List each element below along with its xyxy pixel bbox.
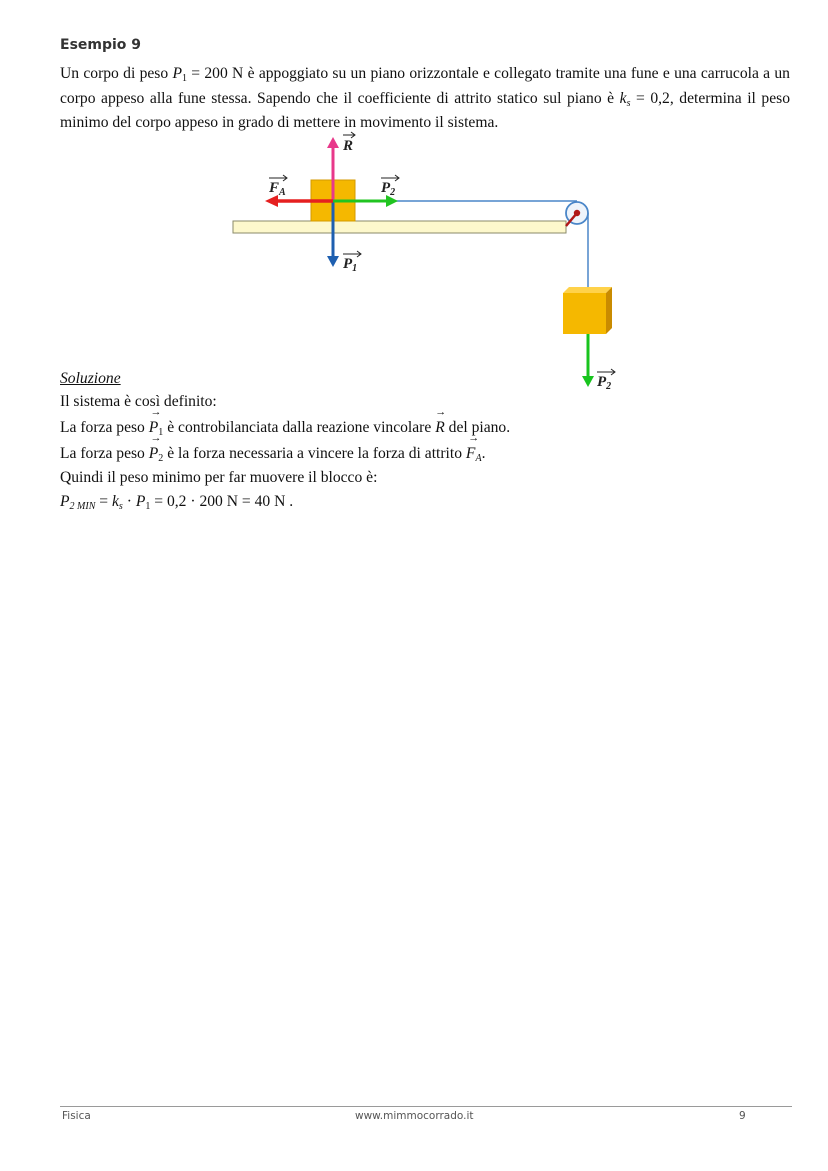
pulley-axle	[574, 210, 580, 216]
solution-line-1: La forza peso → $P_1$ è controbilanciata dalla reazione vincolare → R del piano.	[60, 418, 510, 442]
solution-line-3: Quindi il peso minimo per far muovere il blocco è:	[60, 469, 378, 486]
ks-symbol: ks	[619, 89, 631, 109]
hanging-block-side	[606, 287, 612, 334]
example-heading: Esempio 9	[60, 37, 142, 53]
vector-p2: → $P_2$	[149, 444, 164, 468]
label-p2-hanging: $P_2$	[597, 374, 612, 392]
vector-r: → R	[435, 418, 445, 437]
problem-text-3: , determina il peso minimo del corpo appeso in grado di mettere in movimento il sistema.	[60, 89, 790, 131]
weight-p1-arrowhead	[327, 256, 339, 267]
footer-subject: Fisica	[62, 1110, 91, 1122]
p1-symbol: $P_1$	[172, 65, 187, 84]
vector-fa: → FA	[466, 444, 482, 468]
solution-line-2: La forza peso → $P_2$ è la forza necessaria a vincere la forza di attrito → FA.	[60, 444, 485, 468]
problem-text-2: è appoggiato su un piano orizzontale e collegato tramite una fune e una carrucola a un corpo appeso alla fune stessa. Sapendo che il coefficiente di attrito statico sul piano è	[60, 65, 790, 107]
p1-value: = 200 N	[191, 65, 244, 82]
label-r: R	[343, 138, 354, 154]
force-diagram	[0, 0, 828, 400]
reaction-arrowhead	[327, 137, 339, 148]
label-p2-tension: $P_2$	[381, 180, 396, 198]
weight-p2-arrowhead	[582, 376, 594, 387]
table-surface	[233, 221, 566, 233]
solution-title: Soluzione	[60, 370, 121, 387]
solution-intro: Il sistema è così definito:	[60, 393, 217, 410]
hanging-block	[563, 293, 606, 334]
footer-website: www.mimmocorrado.it	[355, 1110, 474, 1122]
label-p1: $P_1$	[343, 256, 358, 274]
friction-arrowhead	[265, 195, 278, 207]
vector-p1: → $P_1$	[149, 418, 164, 442]
problem-text-1: Un corpo di peso	[60, 65, 169, 82]
label-fa: $F_A$	[269, 180, 286, 198]
footer-divider	[60, 1106, 792, 1107]
solution-formula: P2 MIN = ks · $P_1 = 0,2 \cdot 200$ N = 40 N .	[60, 493, 294, 512]
footer-page-number: 9	[739, 1110, 746, 1122]
ks-value: = 0,2	[636, 89, 670, 107]
hanging-block-top	[563, 287, 612, 293]
